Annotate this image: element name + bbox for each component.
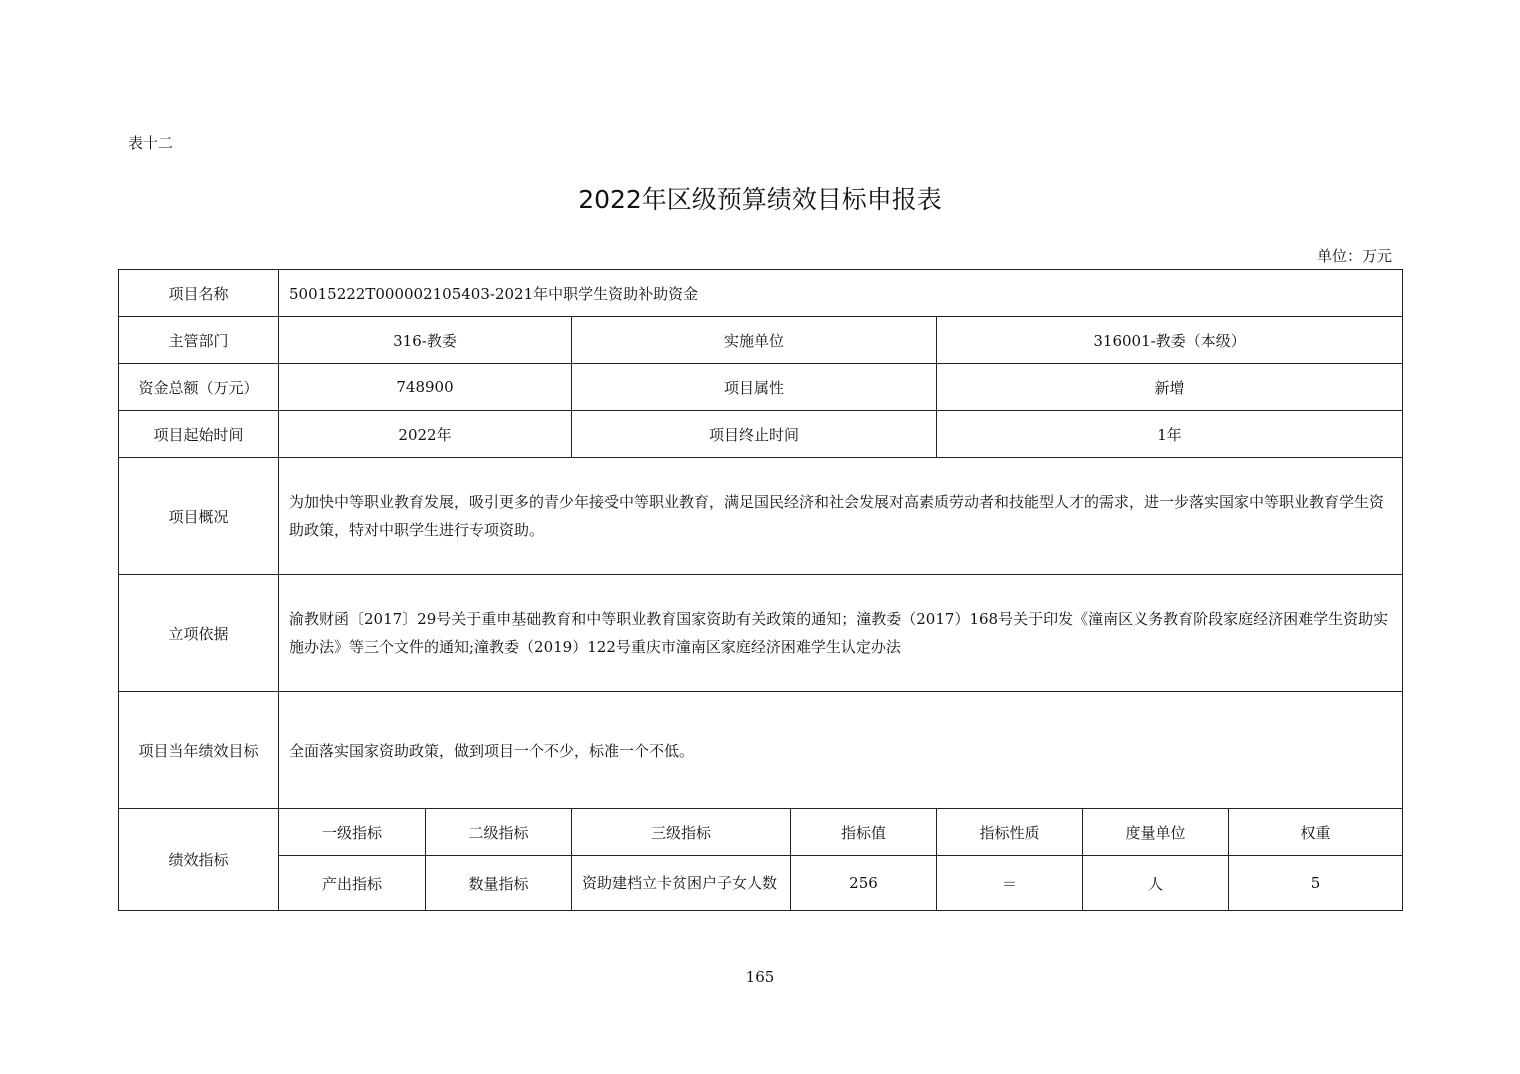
basis-row <box>119 575 1403 692</box>
indicator-cell: 5 <box>1229 856 1403 911</box>
time-row <box>119 411 1403 458</box>
basis-label: 立项依据 <box>119 575 279 692</box>
end-time-value: 1年 <box>937 411 1403 458</box>
indicator-header: 指标性质 <box>937 809 1083 856</box>
page-title: 2022年区级预算绩效目标申报表 <box>578 185 942 214</box>
impl-unit-label: 实施单位 <box>572 317 937 364</box>
indicator-header: 指标值 <box>791 809 937 856</box>
fund-total-label: 资金总额（万元） <box>119 364 279 411</box>
indicator-header: 三级指标 <box>572 809 791 856</box>
indicator-cell: 256 <box>791 856 937 911</box>
goal-label: 项目当年绩效目标 <box>119 692 279 809</box>
start-time-value: 2022年 <box>279 411 572 458</box>
dept-label: 主管部门 <box>119 317 279 364</box>
indicator-cell: 人 <box>1083 856 1229 911</box>
project-name-label: 项目名称 <box>119 270 279 317</box>
indicator-label: 绩效指标 <box>119 809 279 911</box>
overview-label: 项目概况 <box>119 458 279 575</box>
end-time-label: 项目终止时间 <box>572 411 937 458</box>
table-label: 表十二 <box>128 134 174 152</box>
indicator-header: 度量单位 <box>1083 809 1229 856</box>
indicator-header-row <box>119 809 1403 856</box>
indicator-header: 一级指标 <box>279 809 426 856</box>
indicator-cell: 资助建档立卡贫困户子女人数 <box>572 856 791 911</box>
fund-row <box>119 364 1403 411</box>
basis-value: 渝教财函〔2017〕29号关于重申基础教育和中等职业教育国家资助有关政策的通知；潼教委（2017）168号关于印发《潼南区义务教育阶段家庭经济困难学生资助实施办法》等三个文件的通知;潼教委（2019）122号重庆市潼南区家庭经济困难学生认定办法 <box>279 575 1403 692</box>
start-time-label: 项目起始时间 <box>119 411 279 458</box>
unit-note: 单位：万元 <box>1316 247 1392 265</box>
indicator-header: 权重 <box>1229 809 1403 856</box>
project-name-value: 50015222T000002105403-2021年中职学生资助补助资金 <box>279 270 1403 317</box>
indicator-cell: ＝ <box>937 856 1083 911</box>
impl-unit-value: 316001-教委（本级） <box>937 317 1403 364</box>
goal-row <box>119 692 1403 809</box>
dept-value: 316-教委 <box>279 317 572 364</box>
department-row <box>119 317 1403 364</box>
overview-row <box>119 458 1403 575</box>
budget-target-table <box>118 269 1403 911</box>
indicator-cell: 产出指标 <box>279 856 426 911</box>
project-attr-label: 项目属性 <box>572 364 937 411</box>
goal-value: 全面落实国家资助政策，做到项目一个不少，标准一个不低。 <box>279 692 1403 809</box>
project-attr-value: 新增 <box>937 364 1403 411</box>
fund-total-value: 748900 <box>279 364 572 411</box>
indicator-header: 二级指标 <box>426 809 572 856</box>
indicator-data-row <box>119 856 1403 911</box>
page-number: 165 <box>745 968 775 986</box>
project-name-row <box>119 270 1403 317</box>
overview-value: 为加快中等职业教育发展，吸引更多的青少年接受中等职业教育，满足国民经济和社会发展对高素质劳动者和技能型人才的需求，进一步落实国家中等职业教育学生资助政策，特对中职学生进行专项资助。 <box>279 458 1403 575</box>
indicator-cell: 数量指标 <box>426 856 572 911</box>
